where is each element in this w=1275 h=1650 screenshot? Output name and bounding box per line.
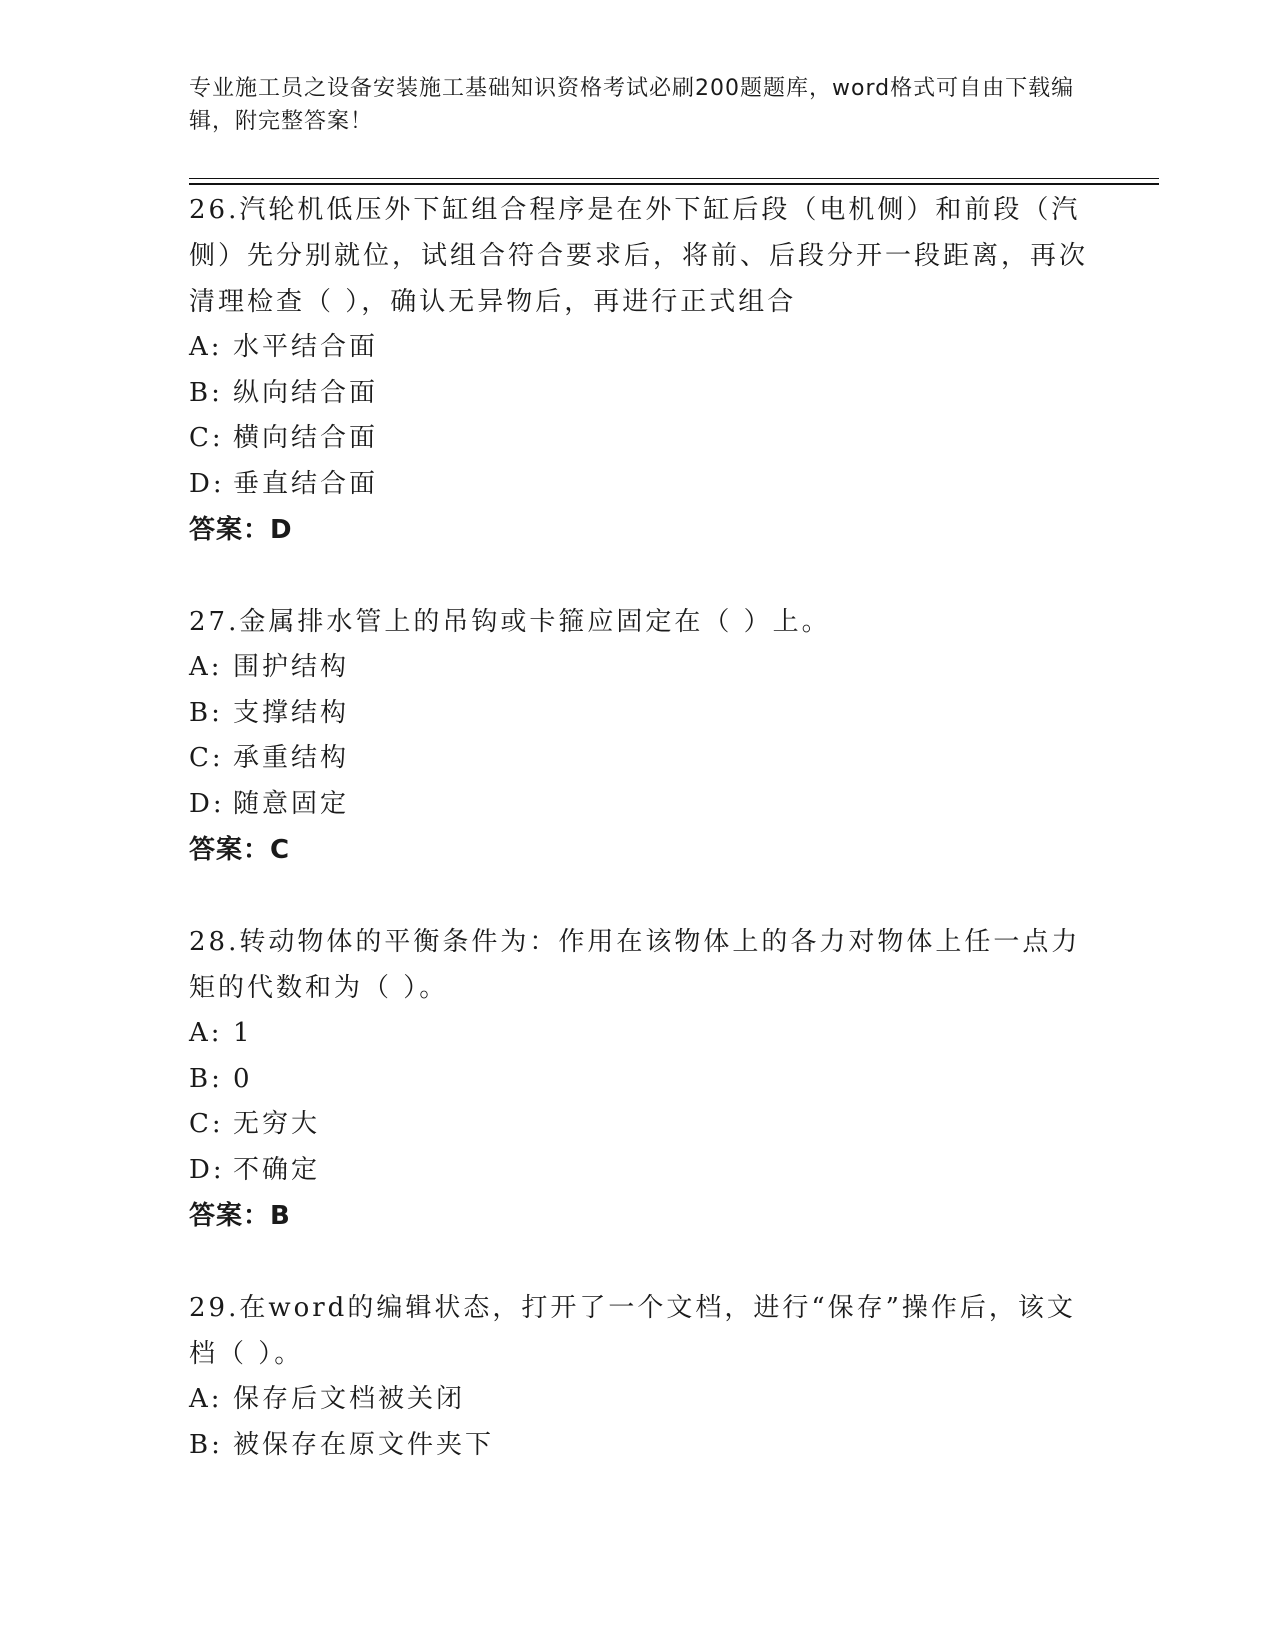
question-stem: 26.汽轮机低压外下缸组合程序是在外下缸后段（电机侧）和前段（汽侧）先分别就位，试组合符合要求后，将前、后段分开一段距离，再次清理检查（ ），确认无异物后，再进行正式组合 [189,195,1089,317]
option-c [189,1102,1089,1148]
option-d [189,1148,1089,1194]
question-list [189,187,1089,1468]
question-stem: 27.金属排水管上的吊钩或卡箍应固定在（ ）上。 [189,607,831,637]
question-28 [189,919,1089,1239]
question-spacer [189,553,1089,599]
option-key: C: [189,423,224,453]
option-text: 承重结构 [233,743,350,773]
option-d [189,462,1089,508]
option-a [189,1377,1089,1423]
option-text: 纵向结合面 [233,377,379,408]
document-header: 专业施工员之设备安装施工基础知识资格考试必刷200题题库，word格式可自由下载编辑，附完整答案！ [189,76,1075,134]
question-29 [189,1285,1089,1468]
option-c [189,416,1089,462]
question-stem: 28.转动物体的平衡条件为：作用在该物体上的各力对物体上任一点力矩的代数和为（ ）。 [189,927,1081,1003]
option-text: 无穷大 [233,1109,321,1139]
option-text: 水平结合面 [233,332,379,362]
option-key: A: [189,1018,223,1048]
option-c [189,736,1089,782]
option-text: 1 [233,1018,253,1048]
option-text: 保存后文档被关闭 [233,1384,466,1414]
option-b [189,1057,1089,1103]
option-b [189,1423,1089,1469]
header-divider-thick [189,183,1159,185]
option-text: 围护结构 [233,652,350,682]
question-stem: 29.在word的编辑状态，打开了一个文档，进行“保存”操作后，该文档（ ）。 [189,1293,1076,1369]
option-b [189,691,1089,737]
question-spacer [189,1239,1089,1285]
option-key: B: [189,1429,223,1460]
option-a [189,325,1089,371]
answer-label: 答案：C [189,835,291,865]
answer-label: 答案：D [189,515,293,545]
option-text: 支撑结构 [233,697,350,728]
option-key: C: [189,743,224,773]
option-key: C: [189,1109,224,1139]
option-d [189,782,1089,828]
question-spacer [189,873,1089,919]
option-key: A: [189,652,223,682]
option-key: D: [189,1154,225,1185]
header-divider-thin [189,178,1159,179]
option-text: 垂直结合面 [233,468,379,499]
option-text: 横向结合面 [233,423,379,453]
option-key: A: [189,1384,223,1414]
option-b [189,371,1089,417]
option-text: 被保存在原文件夹下 [233,1429,495,1460]
option-key: B: [189,697,223,728]
option-key: D: [189,468,225,499]
option-a [189,1011,1089,1057]
option-text: 随意固定 [233,788,350,819]
option-text: 不确定 [233,1154,321,1185]
answer-label: 答案：B [189,1201,291,1231]
option-key: B: [189,1063,223,1094]
option-key: B: [189,377,223,408]
option-text: 0 [233,1063,253,1094]
option-key: A: [189,332,223,362]
option-key: D: [189,788,225,819]
option-a [189,645,1089,691]
question-27 [189,599,1089,873]
question-26 [189,187,1089,553]
